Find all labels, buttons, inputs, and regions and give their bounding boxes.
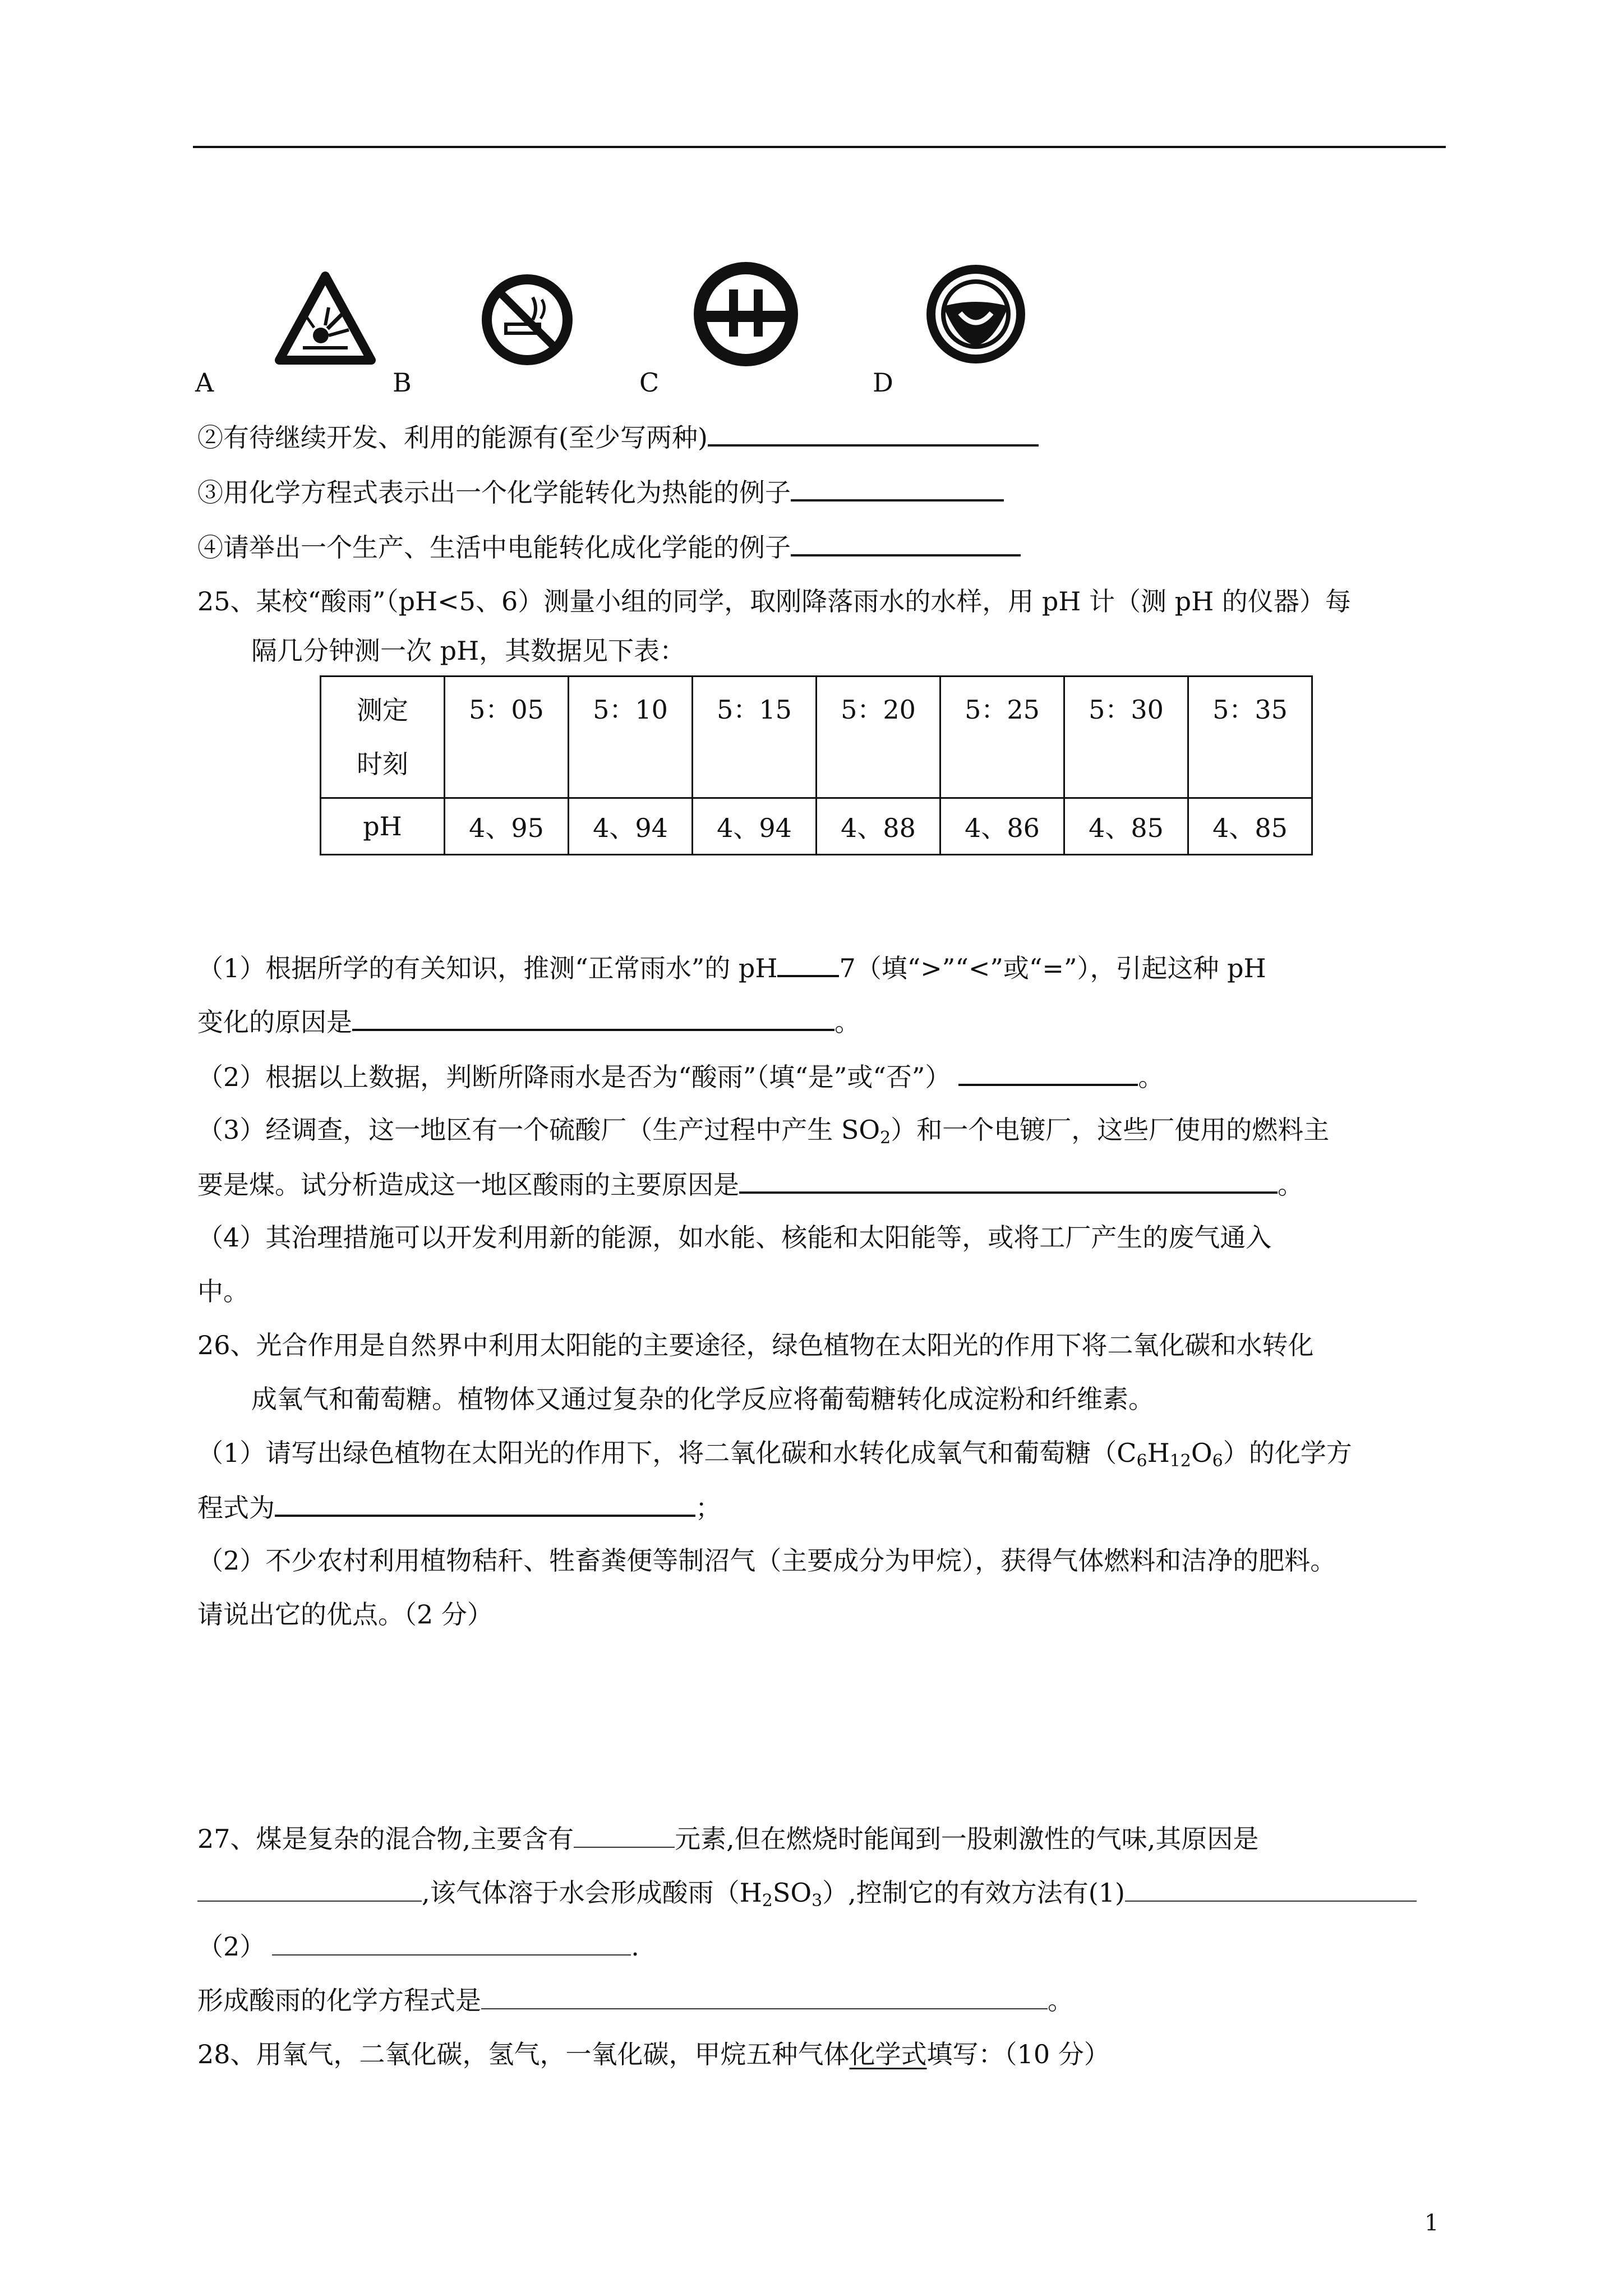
circle-symbol-icon <box>690 258 802 370</box>
q27-line-4: 形成酸雨的化学方程式是 。 <box>197 1984 1073 2017</box>
q25-part-1-line-2: 变化的原因是 。 <box>197 1004 860 1039</box>
ph-cell: 4、86 <box>940 798 1064 855</box>
q25-part-3-line-2: 要是煤。试分析造成这一地区酸雨的主要原因是 。 <box>197 1167 1303 1202</box>
option-label-d: D <box>873 367 893 398</box>
q26-part-1-line-1: （1）请写出绿色植物在太阳光的作用下，将二氧化碳和水转化成氧气和葡萄糖$(C_6H_{12}O_6)$的化学方 <box>197 1438 1352 1471</box>
q25-part-2: （2）根据以上数据，判断所降雨水是否为“酸雨”（填“是”或“否”） 。 <box>197 1059 1164 1094</box>
q26-part-1-line-2: 程式为 ； <box>197 1490 721 1525</box>
time-cell: 5：10 <box>569 677 693 798</box>
q26-part-2-line-2: 请说出它的优点。（2 分） <box>197 1599 493 1630</box>
time-cell: 5：35 <box>1188 677 1312 798</box>
ph-data-table <box>320 675 1313 855</box>
answer-blank[interactable] <box>197 1876 422 1902</box>
answer-blank[interactable] <box>958 1059 1138 1086</box>
ph-cell: 4、85 <box>1064 798 1188 855</box>
time-cell: 5：30 <box>1064 677 1188 798</box>
q25-part-4-line-2: 中。 <box>197 1276 249 1306</box>
answer-blank[interactable] <box>275 1490 695 1517</box>
time-cell: 5：25 <box>940 677 1064 798</box>
header-rule <box>193 146 1446 148</box>
time-cell: 5：15 <box>693 677 817 798</box>
answer-blank[interactable] <box>739 1167 1278 1194</box>
q27-line-3: （2） . <box>197 1930 639 1963</box>
emblem-circle-icon <box>920 258 1032 370</box>
q25-part-4-line-1: （4）其治理措施可以开发利用新的能源，如水能、核能和太阳能等，或将工厂产生的废气通入 <box>197 1222 1272 1253</box>
answer-blank[interactable] <box>791 475 1004 501</box>
q25-stem-line-2: 隔几分钟测一次 pH，其数据见下表： <box>251 636 686 666</box>
answer-blank[interactable] <box>272 1930 631 1955</box>
q25-part-1-line-1: （1）根据所学的有关知识，推测“正常雨水”的 pH 7（填“>”“<”或“=”），引起这种 pH <box>197 950 1266 985</box>
q26-stem-line-1: 26、光合作用是自然界中利用太阳能的主要途径，绿色植物在太阳光的作用下将二氧化碳和水转化 <box>197 1330 1314 1360</box>
ph-cell: 4、94 <box>693 798 817 855</box>
table-header-cell: 测定 时刻 <box>321 677 445 798</box>
answer-blank[interactable] <box>777 950 839 977</box>
page-number: 1 <box>1424 2210 1439 2236</box>
q25-part-3-line-1: （3）经调查，这一地区有一个硫酸厂（生产过程中产生 $SO_2$）和一个电镀厂，这些厂使用的燃料主 <box>197 1115 1330 1148</box>
answer-blank[interactable] <box>708 420 1039 447</box>
q26-part-2-line-1: （2）不少农村利用植物秸秆、牲畜粪便等制沼气（主要成分为甲烷），获得气体燃料和洁净的肥料。 <box>197 1545 1336 1576</box>
q24-item-4: ④请举出一个生产、生活中电能转化成化学能的例子 <box>197 530 1021 564</box>
answer-blank[interactable] <box>791 530 1021 556</box>
time-cell: 5：20 <box>817 677 940 798</box>
explosive-warning-triangle-icon <box>269 264 381 376</box>
option-label-c: C <box>639 367 660 398</box>
answer-blank[interactable] <box>481 1984 1048 2009</box>
ph-cell: 4、88 <box>817 798 940 855</box>
ph-cell: 4、95 <box>445 798 569 855</box>
answer-blank[interactable] <box>1125 1876 1417 1902</box>
table-row-label: pH <box>321 798 445 855</box>
answer-blank[interactable] <box>574 1822 675 1848</box>
time-cell: 5：05 <box>445 677 569 798</box>
q24-item-3: ③用化学方程式表示出一个化学能转化为热能的例子 <box>197 475 1004 509</box>
q27-line-1: 27、煤是复杂的混合物,主要含有 元素,但在燃烧时能闻到一股刺激性的气味,其原因是 <box>197 1822 1258 1856</box>
ph-cell: 4、85 <box>1188 798 1312 855</box>
q24-item-2: ②有待继续开发、利用的能源有(至少写两种) <box>197 420 1039 454</box>
q27-line-2: ,该气体溶于水会形成酸雨$(H_2SO_3)$,控制它的有效方法有(1) <box>197 1876 1417 1910</box>
option-label-a: A <box>195 367 214 398</box>
ph-cell: 4、94 <box>569 798 693 855</box>
no-smoking-circle-icon <box>471 264 583 376</box>
answer-blank[interactable] <box>352 1004 834 1031</box>
q28-stem: 28、用氧气，二氧化碳，氢气，一氧化碳，甲烷五种气体化学式填写：（10 分） <box>197 2039 1110 2069</box>
option-label-b: B <box>393 367 412 398</box>
q26-stem-line-2: 成氧气和葡萄糖。植物体又通过复杂的化学反应将葡萄糖转化成淀粉和纤维素。 <box>251 1384 1154 1414</box>
q25-stem-line-1: 25、某校“酸雨”（pH<5、6）测量小组的同学，取刚降落雨水的水样，用 pH 计（测 pH 的仪器）每 <box>197 586 1351 616</box>
